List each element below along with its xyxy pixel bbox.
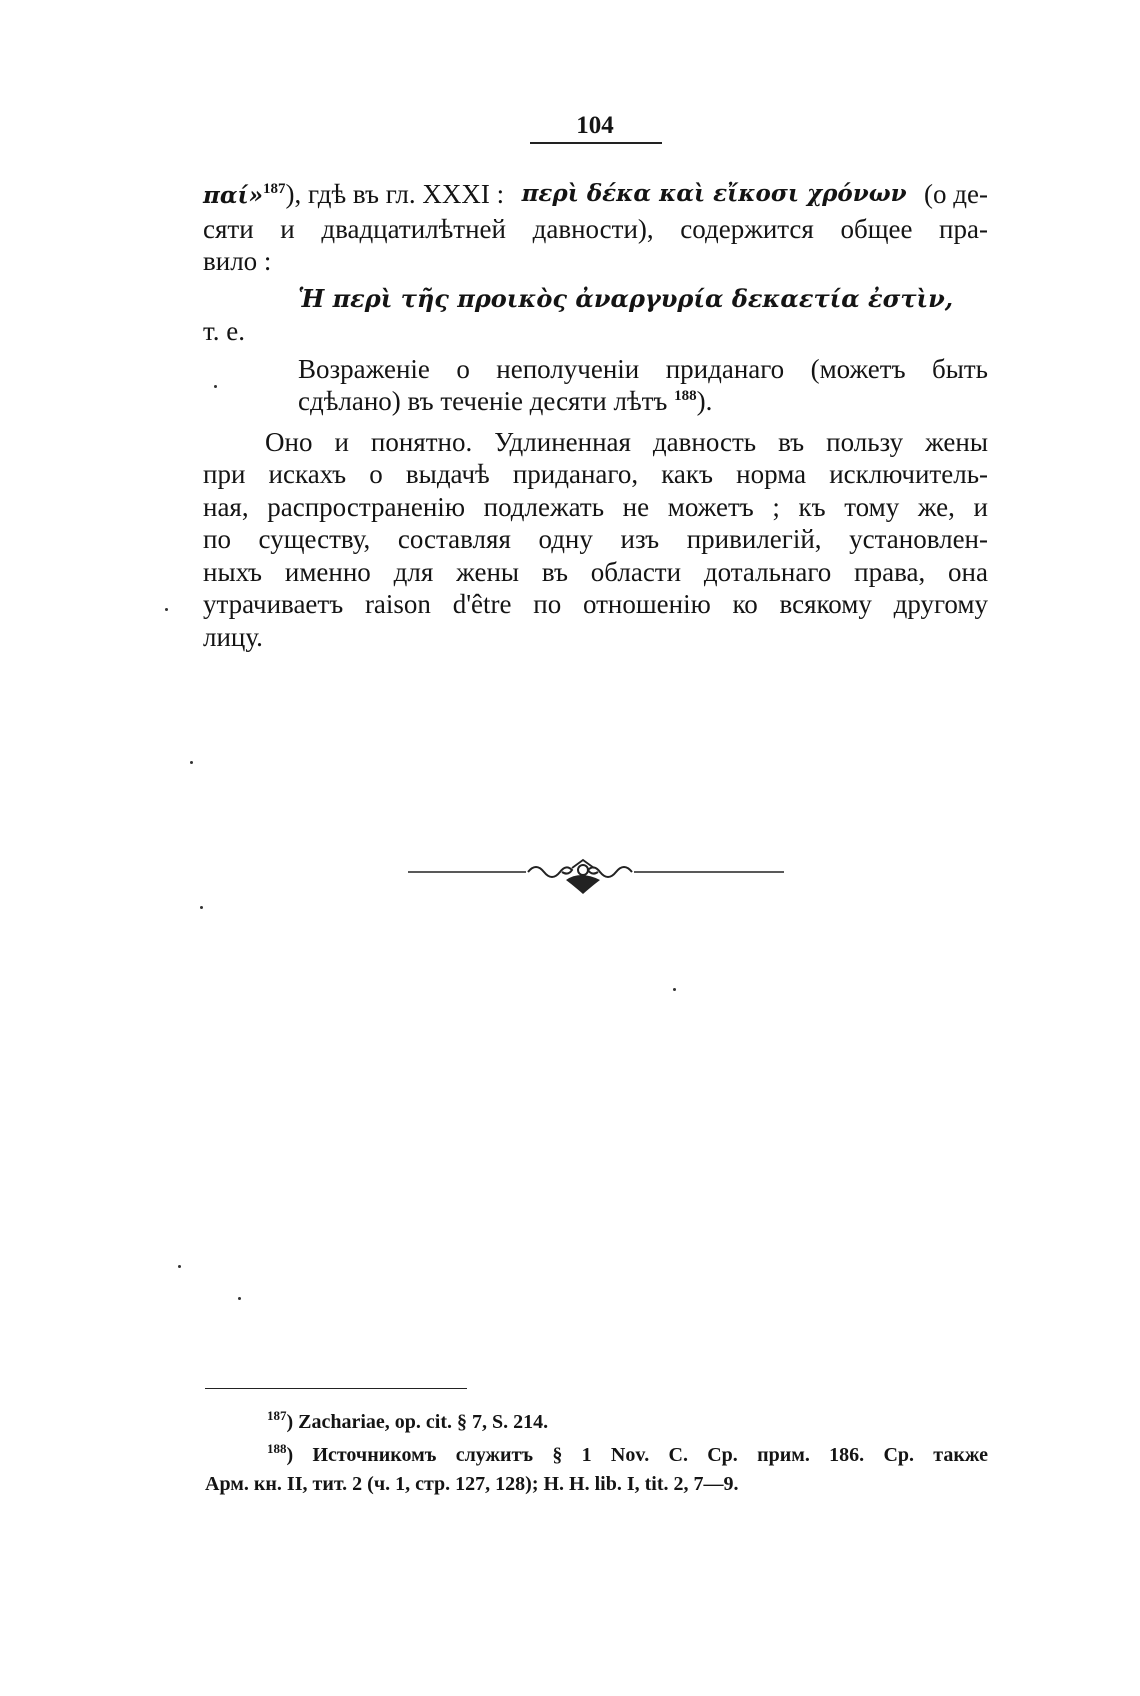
paragraph-line: ная, распространенію подлежать не можетъ ; къ тому же, и [203, 491, 988, 522]
scan-speck [178, 1265, 181, 1268]
text-line-3: вило : [203, 246, 272, 276]
paragraph-line: лицу. [203, 621, 263, 652]
text-segment: ), гдѣ въ гл. XXXI : [285, 179, 505, 209]
footnotes [205, 1408, 988, 1499]
paragraph-line: утрачиваетъ raison d'être по отношенію ко всякому другому [203, 589, 988, 619]
footnote-ref-188[interactable]: 188 [674, 388, 697, 404]
paragraph-line: при искахъ о выдачѣ приданаго, какъ норма исключитель- [203, 459, 988, 489]
paragraph [203, 426, 988, 654]
footnote-rule [205, 1388, 467, 1389]
paragraph-line: ныхъ именно для жены въ области дотальнаго права, она [203, 556, 988, 587]
greek-phrase: περὶ δέκα καὶ εἴκοσι χρόνων [521, 180, 907, 207]
main-text [203, 178, 988, 653]
footnote-187: $^{187}$) Zachariae, op. cit. § 7, S. 214. [267, 1408, 549, 1433]
footnote-188-continuation: Арм. кн. II, тит. 2 (ч. 1, стр. 127, 128); Н. Н. lib. I, tit. 2, 7—9. [205, 1473, 739, 1495]
text-line-2: сяти и двадцатилѣтней давности), содержится общее пра- [203, 213, 988, 244]
text-line-1 [203, 178, 988, 213]
text-segment: (о де- [924, 179, 988, 209]
scan-speck [238, 1297, 241, 1300]
ornament-divider-icon [408, 858, 784, 898]
greek-quote: Ἡ περὶ τῆς προικὸς ἀναργυρία δεκαετία ἐστὶν, [298, 283, 954, 313]
scan-speck [214, 385, 217, 388]
paragraph-line: Оно и понятно. Удлиненная давность въ пользу жены [265, 426, 988, 457]
quote-translation-2: сдѣлано) въ теченіе десяти лѣтъ $^{188}$). [298, 386, 713, 416]
page-number-rule [530, 142, 662, 144]
scan-speck [200, 906, 203, 909]
quote-translation-1: Возраженіе о неполученіи приданаго (можетъ быть [298, 353, 988, 384]
scan-speck [190, 761, 193, 764]
greek-fragment: παί» [203, 182, 264, 209]
te-abbrev: т. е. [203, 316, 246, 346]
page-number: 104 [576, 112, 614, 139]
scan-speck [165, 608, 168, 611]
footnote-ref-187[interactable]: 187 [263, 181, 286, 197]
paragraph-line: по существу, составляя одну изъ привилегій, установлен- [203, 524, 988, 554]
footnote-188: $^{188}$) Источникомъ служитъ § 1 Nov. C. Ср. прим. 186. Ср. также [267, 1441, 988, 1466]
scan-speck [673, 988, 676, 991]
